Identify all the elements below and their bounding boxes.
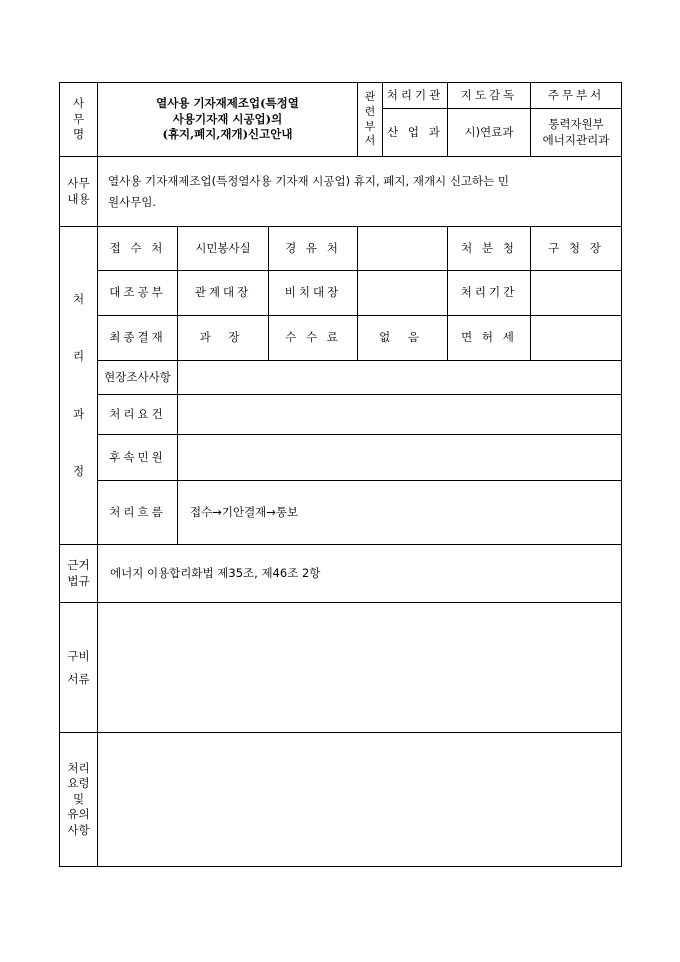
period-value	[531, 271, 622, 316]
content-text: 열사용 기자재제조업(특정열사용 기자재 시공업) 휴지, 폐지, 재개시 신고하는 민 원사무임.	[98, 157, 622, 227]
civil-affairs-form	[59, 82, 621, 870]
reception-label: 접 수 처	[98, 227, 178, 271]
main-dept-header: 주무부서	[531, 83, 622, 109]
content-label: 사무 내용	[60, 157, 98, 227]
basis-label: 근거 법규	[60, 545, 98, 603]
processing-agency-header: 처리기관	[383, 83, 448, 109]
related-dept-label: 관 련 부 서	[358, 83, 383, 157]
requirements-label: 처리요건	[98, 395, 178, 435]
license-tax-value	[531, 316, 622, 361]
via-value	[358, 227, 448, 271]
processing-agency-value: 산 업 과	[383, 109, 448, 157]
basis-text: 에너지 이용합리화법 제35조, 제46조 2항	[98, 545, 622, 603]
fee-value: 없 음	[358, 316, 448, 361]
disposition-value: 구 청 장	[531, 227, 622, 271]
final-approval-value: 과 장	[178, 316, 269, 361]
period-label: 처리기간	[448, 271, 531, 316]
flow-label: 처리흐름	[98, 481, 178, 545]
license-tax-label: 면 허 세	[448, 316, 531, 361]
supervision-header: 지도감독	[448, 83, 531, 109]
documents-text	[98, 603, 622, 733]
requirements-value	[178, 395, 622, 435]
notes-label: 처리 요령 및 유의 사항	[60, 733, 98, 867]
follow-up-label: 후속민원	[98, 435, 178, 481]
reception-value: 시민봉사실	[178, 227, 269, 271]
collation-value: 관계대장	[178, 271, 269, 316]
process-label: 처 리 과 정	[60, 227, 98, 545]
flow-value: 접수→기안결재→통보	[178, 481, 622, 545]
supervision-value: 시)연료과	[448, 109, 531, 157]
collation-label: 대조공부	[98, 271, 178, 316]
disposition-label: 처 분 청	[448, 227, 531, 271]
notes-text	[98, 733, 622, 867]
via-label: 경 유 처	[269, 227, 358, 271]
form-title: 열사용 기자재제조업(특정열 사용기자재 시공업)의 (휴지,폐지,재개)신고안내	[98, 83, 358, 157]
final-approval-label: 최종결재	[98, 316, 178, 361]
ledger-value	[358, 271, 448, 316]
fee-label: 수 수 료	[269, 316, 358, 361]
documents-label: 구비 서류	[60, 603, 98, 733]
ledger-label: 비치대장	[269, 271, 358, 316]
site-inspection-label: 현장조사사항	[98, 361, 178, 395]
form-table	[59, 82, 622, 867]
follow-up-value	[178, 435, 622, 481]
samu-label: 사 무 명	[60, 83, 98, 157]
main-dept-value: 통력자원부 에너지관리과	[531, 109, 622, 157]
site-inspection-value	[178, 361, 622, 395]
